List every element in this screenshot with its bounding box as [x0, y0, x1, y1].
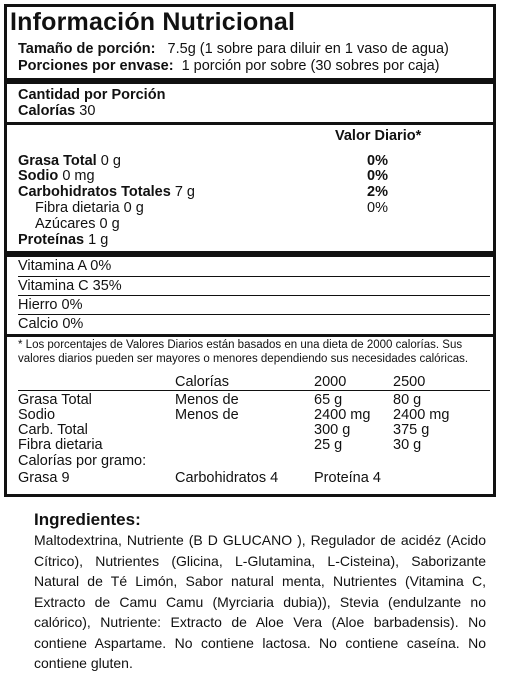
ref-row-2500: 375 g	[393, 422, 430, 438]
nutrient-dv: 0%	[367, 153, 388, 169]
ref-row-2500: 30 g	[393, 437, 422, 453]
ref-row-label: Sodio	[18, 407, 56, 423]
servings-row	[18, 58, 439, 74]
calories-row	[18, 103, 95, 119]
ref-row-2500: 80 g	[393, 392, 422, 408]
nutrient-dv: 0%	[367, 168, 388, 184]
serving-size-label: Tamaño de porción:	[18, 41, 156, 57]
ref-row-2500: 2400 mg	[393, 407, 450, 423]
nutrient-name: Carbohidratos Totales	[18, 184, 171, 200]
amount-per-serving: Cantidad por Porción	[18, 87, 166, 103]
nutrient-dv: 2%	[367, 184, 388, 200]
nutrient-amount: 0 g	[100, 153, 121, 169]
thick-divider	[7, 251, 493, 257]
calories-per-gram-label: Calorías por gramo:	[18, 453, 147, 469]
nutrient-name: Proteínas	[18, 232, 85, 248]
nutrient-name: Grasa Total	[18, 153, 97, 169]
nutrient-name: Fibra dietaria	[35, 200, 120, 216]
ref-header-calories: Calorías	[175, 374, 229, 390]
vitamin-row: Calcio 0%	[18, 316, 84, 332]
nutrient-name: Azúcares	[35, 216, 96, 232]
ref-row-2000: 2400 mg	[314, 407, 371, 423]
nutrient-amount: 0 g	[99, 216, 120, 232]
ref-row-2000: 65 g	[314, 392, 343, 408]
servings-value: 1 porción por sobre (30 sobres por caja)	[181, 58, 440, 74]
daily-value-header: Valor Diario*	[335, 128, 422, 144]
nutrient-row	[18, 153, 121, 169]
vitamin-row: Vitamina C 35%	[18, 278, 122, 294]
calories-per-gram-fat: Grasa 9	[18, 470, 70, 486]
nutrient-row	[35, 200, 144, 216]
thick-divider	[7, 122, 493, 125]
ref-row-2000: 25 g	[314, 437, 343, 453]
servings-label: Porciones por envase:	[18, 58, 174, 74]
nutrient-amount: 0 g	[123, 200, 144, 216]
nutrient-row	[35, 216, 120, 232]
serving-size-value: 7.5g (1 sobre para diluir en 1 vaso de agua)	[167, 41, 449, 57]
serving-size-row	[18, 41, 449, 57]
nutrient-name: Sodio	[18, 168, 59, 184]
thin-divider	[18, 295, 490, 296]
calories-per-gram-carb: Carbohidratos 4	[175, 470, 279, 486]
calories-label: Calorías	[18, 103, 76, 119]
ref-header-2000: 2000	[314, 374, 347, 390]
label-title: Información Nutricional	[10, 8, 296, 36]
nutrient-amount: 0 mg	[62, 168, 95, 184]
daily-value-footnote: * Los porcentajes de Valores Diarios están basados en una dieta de 2000 calorías. Sus valores diarios pueden ser mayores o menores dependiendo sus necesidades calóricas.	[18, 339, 469, 365]
nutrient-amount: 1 g	[88, 232, 109, 248]
thin-divider	[18, 390, 490, 391]
nutrient-row	[18, 168, 95, 184]
ref-row-2000: 300 g	[314, 422, 351, 438]
nutrient-amount: 7 g	[174, 184, 196, 200]
ref-row-label: Carb. Total	[18, 422, 88, 438]
nutrient-row	[18, 232, 108, 248]
ingredients-title: Ingredientes:	[34, 510, 141, 529]
vitamin-row: Hierro 0%	[18, 297, 83, 313]
thick-divider	[7, 334, 493, 337]
thick-divider	[7, 78, 493, 84]
thin-divider	[18, 314, 490, 315]
ref-header-2500: 2500	[393, 374, 426, 390]
vitamin-row: Vitamina A 0%	[18, 258, 112, 274]
ref-row-label: Fibra dietaria	[18, 437, 103, 453]
ref-row-label: Grasa Total	[18, 392, 92, 408]
calories-per-gram-protein: Proteína 4	[314, 470, 381, 486]
calories-value: 30	[79, 103, 96, 119]
thin-divider	[18, 276, 490, 277]
nutrient-row	[18, 184, 195, 200]
ingredients-text: Maltodextrina, Nutriente (B D GLUCANO ), Regulador de acidéz (Acido Cítrico), Nutrientes (Glicina, L-Glutamina, L-Cisteina), Saborizante Natural de Té Limón, Sabor natural menta, Nutrientes (Vitamina C, Extracto de Camu Camu (Myrciaria dubia)), Stevia (endulzante no calórico), Nutriente: Extracto de Aloe Vera (Aloe barbadensis). No contiene Aspartame. No contiene lactosa. No contiene caseína. No contiene gluten.	[34, 532, 486, 671]
nutrient-dv: 0%	[367, 200, 388, 216]
ref-row-qualifier: Menos de	[175, 392, 239, 408]
ref-row-qualifier: Menos de	[175, 407, 239, 423]
